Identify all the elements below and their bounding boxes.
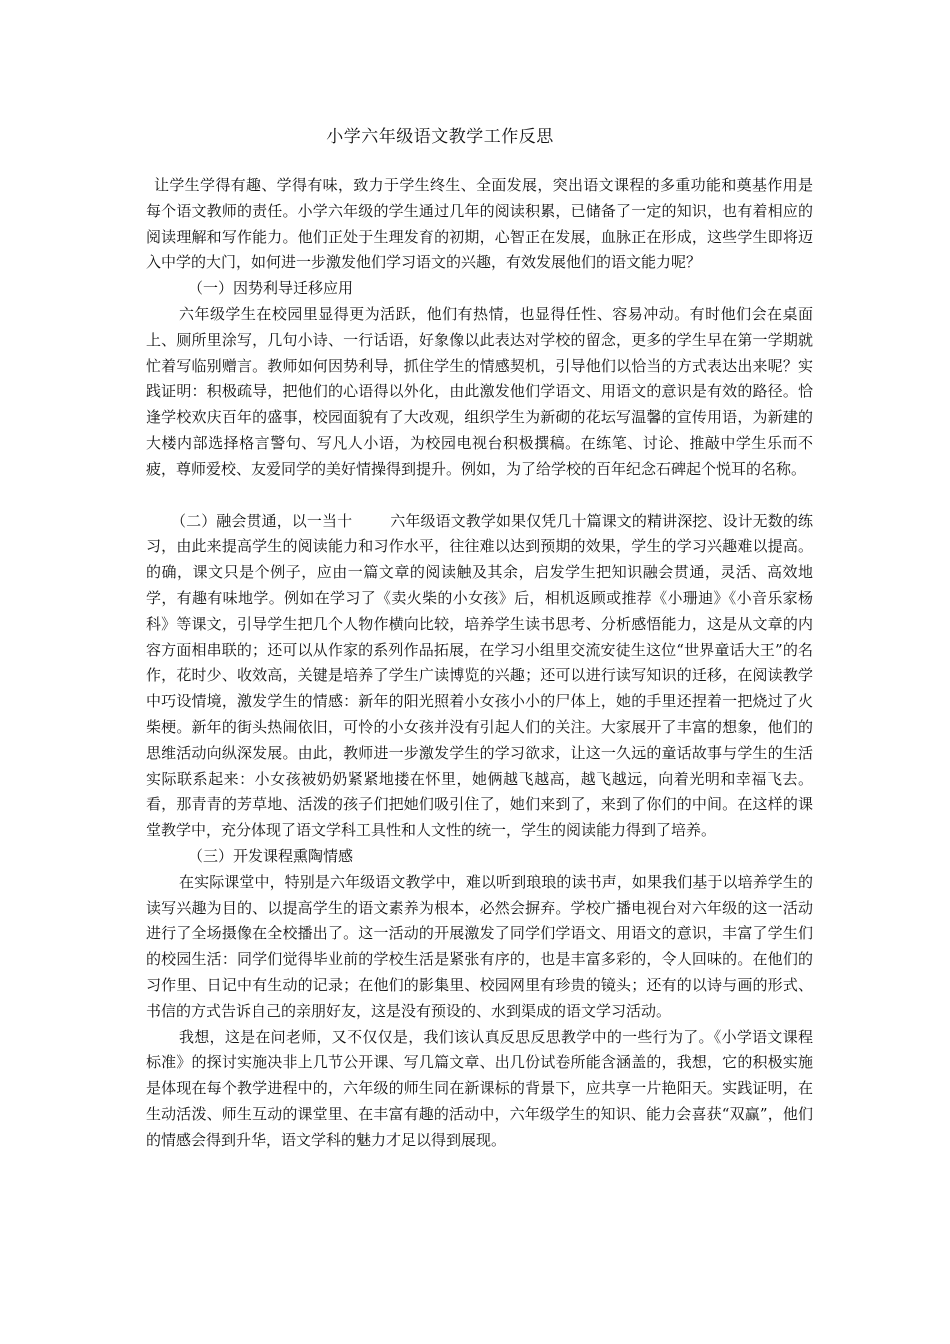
document-body bbox=[146, 173, 813, 1153]
section2-paragraph bbox=[146, 509, 813, 844]
paragraph-gap bbox=[146, 483, 813, 509]
section2-text: 六年级语文教学如果仅凭几十篇课文的精讲深挖、设计无数的练习，由此来提高学生的阅读能力和习作水平，往往难以达到预期的效果，学生的学习兴趣难以提高。的确，课文只是个例子，应由一篇文章的阅读触及其余，启发学生把知识融会贯通，灵活、高效地学，有趣有味地学。例如在学习了《卖火柴的小女孩》后，相机返顾或推荐《小珊迪》《小音乐家杨科》等课文，引导学生把几个人物作横向比较，培养学生读书思考、分析感悟能力，这是从文章的内容方面相串联的；还可以从作家的系列作品拓展，在学习小组里交流安徒生这位“世界童话大王”的名作，花时少、收效高，关键是培养了学生广读博览的兴趣；还可以进行读写知识的迁移，在阅读教学中巧设情境，激发学生的情感：新年的阳光照着小女孩小小的尸体上，她的手里还捏着一把烧过了火柴梗。新年的街头热闹依旧，可怜的小女孩并没有引起人们的关注。大家展开了丰富的想象，他们的思维活动向纵深发展。由此，教师进一步激发学生的学习欲求，让这一久远的童话故事与学生的生活实际联系起来：小女孩被奶奶紧紧地搂在怀里，她俩越飞越高，越飞越远，向着光明和幸福飞去。看，那青青的芳草地、活泼的孩子们把她们吸引住了，她们来到了，来到了你们的中间。在这样的课堂教学中，充分体现了语文学科工具性和人文性的统一，学生的阅读能力得到了培养。 bbox=[146, 511, 813, 840]
section1-heading: （一）因势利导迁移应用 bbox=[188, 279, 354, 298]
section2-heading: （二）融会贯通，以一当十 bbox=[171, 511, 353, 530]
conclusion-paragraph: 我想，这是在问老师，又不仅仅是，我们该认真反思反思教学中的一些行为了。《小学语文课程标准》的探讨实施决非上几节公开课、写几篇文章、出几份试卷所能含涵盖的，我想，它的积极实施是体现在每个教学进程中的，六年级的师生同在新课标的背景下，应共享一片艳阳天。实践证明，在生动活泼、师生互动的课堂里、在丰富有趣的活动中，六年级学生的知识、能力会喜获“双赢”，他们的情感会得到升华，语文学科的魅力才足以得到展现。 bbox=[146, 1027, 813, 1149]
section3-heading: （三）开发课程熏陶情感 bbox=[188, 846, 354, 865]
intro-paragraph: 让学生学得有趣、学得有味，致力于学生终生、全面发展，突出语文课程的多重功能和奠基作用是每个语文教师的责任。小学六年级的学生通过几年的阅读积累，已储备了一定的知识，也有着相应的阅读理解和写作能力。他们正处于生理发育的初期，心智正在发展，血脉正在形成，这些学生即将迈入中学的大门，如何进一步激发他们学习语文的兴趣，有效发展他们的语文能力呢？ bbox=[146, 176, 813, 272]
document-title: 小学六年级语文教学工作反思 bbox=[326, 127, 554, 147]
section3-paragraph: 在实际课堂中，特别是六年级语文教学中，难以听到琅琅的读书声，如果我们基于以培养学生的读写兴趣为目的、以提高学生的语文素养为根本，必然会摒弃。学校广播电视台对六年级的这一活动进行了全场摄像在全校播出了。这一活动的开展激发了同学们学语文、用语文的意识，丰富了学生们的校园生活：同学们觉得毕业前的学校生活是紧张有序的，也是丰富多彩的，令人回味的。在他们的习作里、日记中有生动的记录；在他们的影集里、校园网里有珍贵的镜头；还有的以诗与画的形式、书信的方式告诉自己的亲朋好友，这是没有预设的、水到渠成的语文学习活动。 bbox=[146, 872, 813, 1020]
section1-paragraph: 六年级学生在校园里显得更为活跃，他们有热情，也显得任性、容易冲动。有时他们会在桌面上、厕所里涂写，几句小诗、一行话语，好象像以此表达对学校的留念，更多的学生早在第一学期就忙着写临别赠言。教师如何因势利导，抓住学生的情感契机，引导他们以恰当的方式表达出来呢？实践证明：积极疏导，把他们的心语得以外化，由此激发他们学语文、用语文的意识是有效的路径。恰逢学校欢庆百年的盛事，校园面貌有了大改观，组织学生为新砌的花坛写温馨的宣传用语，为新建的大楼内部选择格言警句、写凡人小语，为校园电视台积极撰稿。在练笔、讨论、推敲中学生乐而不疲，尊师爱校、友爱同学的美好情操得到提升。例如，为了给学校的百年纪念石碑起个悦耳的名称。 bbox=[146, 304, 813, 478]
